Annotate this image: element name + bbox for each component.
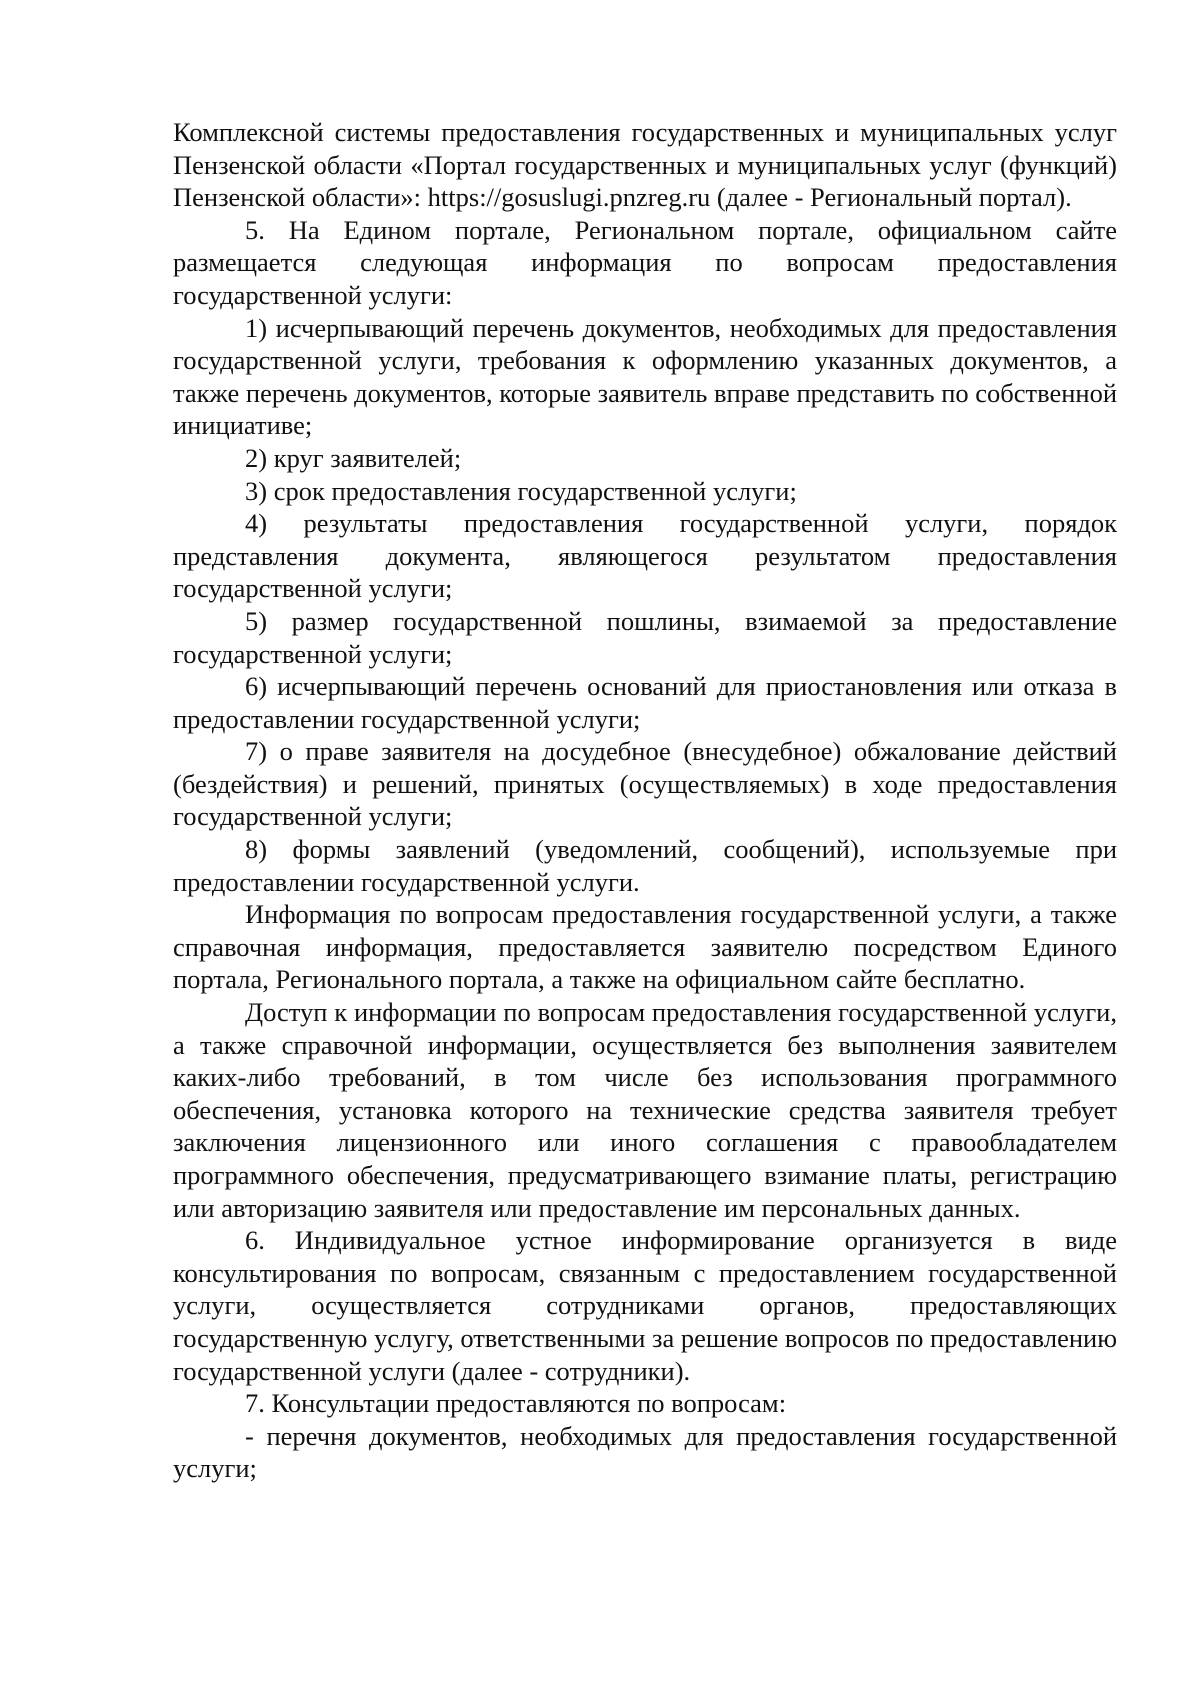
list-item-8: 8) формы заявлений (уведомлений, сообщений), используемые при предоставлении государственной услуги. (173, 834, 1117, 897)
list-item-3: 3) срок предоставления государственной услуги; (245, 475, 797, 506)
paragraph-item-5: 5. На Едином портале, Региональном портале, официальном сайте размещается следующая информация по вопросам предоставления государственной услуги: (173, 214, 1117, 310)
list-item-6: 6) исчерпывающий перечень оснований для приостановления или отказа в предоставлении государственной услуги; (173, 671, 1117, 734)
paragraph-access: Доступ к информации по вопросам предоставления государственной услуги, а также справочной информации, осуществляется без выполнения заявителем каких-либо требований, в том числе без использования программного обеспечения, установка которого на технические средства заявителя требует заключения лицензионного или иного соглашения с правообладателем программного обеспечения, предусматривающего взимание платы, регистрацию или авторизацию заявителя или предоставление им персональных данных. (173, 997, 1117, 1223)
list-item-4: 4) результаты предоставления государственной услуги, порядок представления документа, являющегося результатом предоставления государственной услуги; (173, 508, 1117, 604)
list-item-7: 7) о праве заявителя на досудебное (внесудебное) обжалование действий (бездействия) и решений, принятых (осуществляемых) в ходе предоставления государственной услуги; (173, 736, 1117, 832)
paragraph-item-7: 7. Консультации предоставляются по вопросам: (245, 1388, 787, 1419)
document-page (173, 116, 1117, 1485)
list-item-dash-1: - перечня документов, необходимых для предоставления государственной услуги; (173, 1420, 1117, 1484)
paragraph-item-6: 6. Индивидуальное устное информирование организуется в виде консультирования по вопросам, связанным с предоставлением государственной услуги, осуществляется сотрудниками органов, предоставляющих государственную услугу, ответственными за решение вопросов по предоставлению государственной услуги (далее - сотрудники). (173, 1225, 1117, 1386)
paragraph-portal-continuation: Комплексной системы предоставления государственных и муниципальных услуг Пензенской области «Портал государственных и муниципальных услуг (функций) Пензенской области»: https://gosuslugi.pnzreg.ru (далее - Региональный портал). (173, 117, 1117, 213)
list-item-1: 1) исчерпывающий перечень документов, необходимых для предоставления государственной услуги, требования к оформлению указанных документов, а также перечень документов, которые заявитель вправе представить по собственной инициативе; (173, 312, 1117, 441)
paragraph-info-free: Информация по вопросам предоставления государственной услуги, а также справочная информация, предоставляется заявителю посредством Единого портала, Регионального портала, а также на официальном сайте бесплатно. (173, 899, 1117, 995)
list-item-2: 2) круг заявителей; (245, 442, 462, 473)
list-item-5: 5) размер государственной пошлины, взимаемой за предоставление государственной услуги; (173, 605, 1117, 669)
